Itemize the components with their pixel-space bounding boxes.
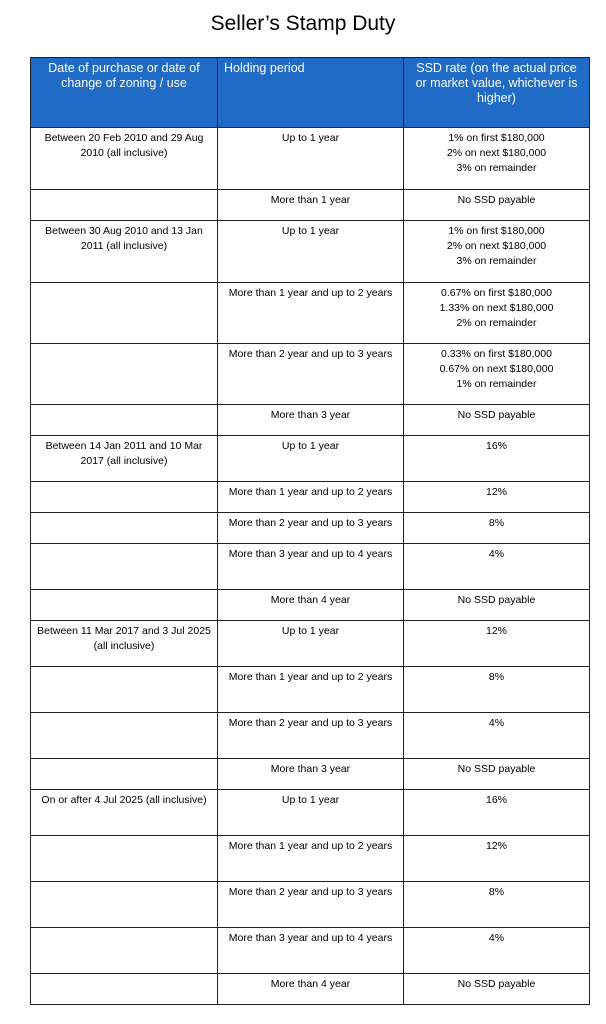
table-row xyxy=(31,667,590,713)
cell-date-of-purchase xyxy=(31,759,218,790)
table-row xyxy=(31,590,590,621)
table-header-row xyxy=(31,58,590,128)
cell-ssd-rate xyxy=(404,544,590,590)
cell-holding-period: More than 3 year and up to 4 years xyxy=(218,928,404,974)
table-row xyxy=(31,713,590,759)
cell-ssd-rate xyxy=(404,713,590,759)
table-body xyxy=(31,128,590,1005)
cell-holding-period: More than 1 year and up to 2 years xyxy=(218,667,404,713)
cell-holding-period: Up to 1 year xyxy=(218,221,404,283)
cell-holding-period: Up to 1 year xyxy=(218,436,404,482)
cell-ssd-rate xyxy=(404,221,590,283)
cell-holding-period: More than 2 year and up to 3 years xyxy=(218,344,404,405)
cell-holding-period: More than 2 year and up to 3 years xyxy=(218,882,404,928)
cell-date-of-purchase xyxy=(31,190,218,221)
ssd-rate-line: 2% on remainder xyxy=(456,317,537,329)
cell-date-of-purchase xyxy=(31,513,218,544)
ssd-rate-line: 1% on first $180,000 xyxy=(448,132,545,144)
cell-date-of-purchase: On or after 4 Jul 2025 (all inclusive) xyxy=(31,790,218,836)
cell-date-of-purchase: Between 11 Mar 2017 and 3 Jul 2025 (all inclusive) xyxy=(31,621,218,667)
ssd-rate-line: 12% xyxy=(485,625,507,637)
table-row xyxy=(31,836,590,882)
cell-holding-period: Up to 1 year xyxy=(218,790,404,836)
ssd-rate-line: 4% xyxy=(488,932,505,944)
header-ssd-rate: SSD rate (on the actual price or market value, whichever is higher) xyxy=(404,58,590,128)
cell-ssd-rate xyxy=(404,667,590,713)
cell-holding-period: More than 1 year and up to 2 years xyxy=(218,836,404,882)
ssd-rate-line: No SSD payable xyxy=(457,409,536,421)
table-row xyxy=(31,621,590,667)
table-row xyxy=(31,128,590,190)
ssd-rate-line: 8% xyxy=(488,886,505,898)
cell-date-of-purchase: Between 30 Aug 2010 and 13 Jan 2011 (all inclusive) xyxy=(31,221,218,283)
ssd-rate-line: 1.33% on next $180,000 xyxy=(439,302,554,314)
cell-ssd-rate xyxy=(404,344,590,405)
cell-holding-period: More than 2 year and up to 3 years xyxy=(218,513,404,544)
cell-holding-period: Up to 1 year xyxy=(218,621,404,667)
header-date-of-purchase: Date of purchase or date of change of zoning / use xyxy=(31,58,218,128)
ssd-rate-line: 4% xyxy=(488,548,505,560)
table-row xyxy=(31,759,590,790)
cell-ssd-rate xyxy=(404,759,590,790)
cell-holding-period: More than 3 year xyxy=(218,405,404,436)
cell-date-of-purchase xyxy=(31,283,218,344)
cell-ssd-rate xyxy=(404,128,590,190)
cell-date-of-purchase: Between 14 Jan 2011 and 10 Mar 2017 (all inclusive) xyxy=(31,436,218,482)
table-row xyxy=(31,974,590,1005)
table-row xyxy=(31,544,590,590)
ssd-rate-line: 2% on next $180,000 xyxy=(446,147,547,159)
cell-date-of-purchase xyxy=(31,882,218,928)
ssd-rate-line: 1% on remainder xyxy=(456,378,537,390)
ssd-rate-line: No SSD payable xyxy=(457,978,536,990)
ssd-rate-line: 0.67% on first $180,000 xyxy=(441,287,552,299)
ssd-rate-line: No SSD payable xyxy=(457,763,536,775)
ssd-rate-line: 3% on remainder xyxy=(456,255,537,267)
cell-date-of-purchase xyxy=(31,405,218,436)
cell-date-of-purchase xyxy=(31,667,218,713)
cell-ssd-rate xyxy=(404,482,590,513)
table-row xyxy=(31,882,590,928)
ssd-rate-line: 1% on first $180,000 xyxy=(448,225,545,237)
cell-holding-period: More than 1 year xyxy=(218,190,404,221)
cell-ssd-rate xyxy=(404,283,590,344)
cell-holding-period: More than 4 year xyxy=(218,590,404,621)
cell-holding-period: More than 1 year and up to 2 years xyxy=(218,482,404,513)
ssd-rate-line: 4% xyxy=(488,717,505,729)
cell-ssd-rate xyxy=(404,928,590,974)
cell-date-of-purchase xyxy=(31,590,218,621)
cell-date-of-purchase xyxy=(31,344,218,405)
ssd-rate-line: 8% xyxy=(488,671,505,683)
cell-date-of-purchase xyxy=(31,974,218,1005)
cell-holding-period: More than 3 year and up to 4 years xyxy=(218,544,404,590)
cell-ssd-rate xyxy=(404,836,590,882)
cell-holding-period: More than 3 year xyxy=(218,759,404,790)
header-holding-period: Holding period xyxy=(218,58,404,128)
ssd-rate-line: 2% on next $180,000 xyxy=(446,240,547,252)
table-row xyxy=(31,344,590,405)
table-row xyxy=(31,928,590,974)
table-row xyxy=(31,513,590,544)
cell-holding-period: More than 4 year xyxy=(218,974,404,1005)
cell-ssd-rate xyxy=(404,405,590,436)
cell-ssd-rate xyxy=(404,621,590,667)
cell-holding-period: Up to 1 year xyxy=(218,128,404,190)
ssd-rate-line: 12% xyxy=(485,840,507,852)
cell-ssd-rate xyxy=(404,590,590,621)
cell-ssd-rate xyxy=(404,190,590,221)
ssd-rate-line: 8% xyxy=(488,517,505,529)
ssd-rate-line: 12% xyxy=(485,486,507,498)
table-row xyxy=(31,221,590,283)
cell-date-of-purchase xyxy=(31,928,218,974)
cell-ssd-rate xyxy=(404,513,590,544)
cell-date-of-purchase xyxy=(31,544,218,590)
table-row xyxy=(31,405,590,436)
cell-holding-period: More than 2 year and up to 3 years xyxy=(218,713,404,759)
cell-ssd-rate xyxy=(404,790,590,836)
cell-date-of-purchase xyxy=(31,482,218,513)
cell-ssd-rate xyxy=(404,436,590,482)
cell-ssd-rate xyxy=(404,882,590,928)
cell-date-of-purchase xyxy=(31,836,218,882)
cell-ssd-rate xyxy=(404,974,590,1005)
table-row xyxy=(31,436,590,482)
ssd-rate-line: No SSD payable xyxy=(457,594,536,606)
table-row xyxy=(31,283,590,344)
cell-date-of-purchase xyxy=(31,713,218,759)
ssd-rate-table xyxy=(30,57,590,1005)
ssd-rate-line: 16% xyxy=(485,794,507,806)
ssd-rate-line: 3% on remainder xyxy=(456,162,537,174)
page-title: Seller’s Stamp Duty xyxy=(210,12,396,35)
cell-date-of-purchase: Between 20 Feb 2010 and 29 Aug 2010 (all inclusive) xyxy=(31,128,218,190)
table-row xyxy=(31,482,590,513)
cell-holding-period: More than 1 year and up to 2 years xyxy=(218,283,404,344)
ssd-rate-line: 0.33% on first $180,000 xyxy=(441,348,552,360)
ssd-rate-line: No SSD payable xyxy=(457,194,536,206)
table-row xyxy=(31,190,590,221)
ssd-rate-line: 0.67% on next $180,000 xyxy=(439,363,554,375)
table-row xyxy=(31,790,590,836)
ssd-rate-line: 16% xyxy=(485,440,507,452)
